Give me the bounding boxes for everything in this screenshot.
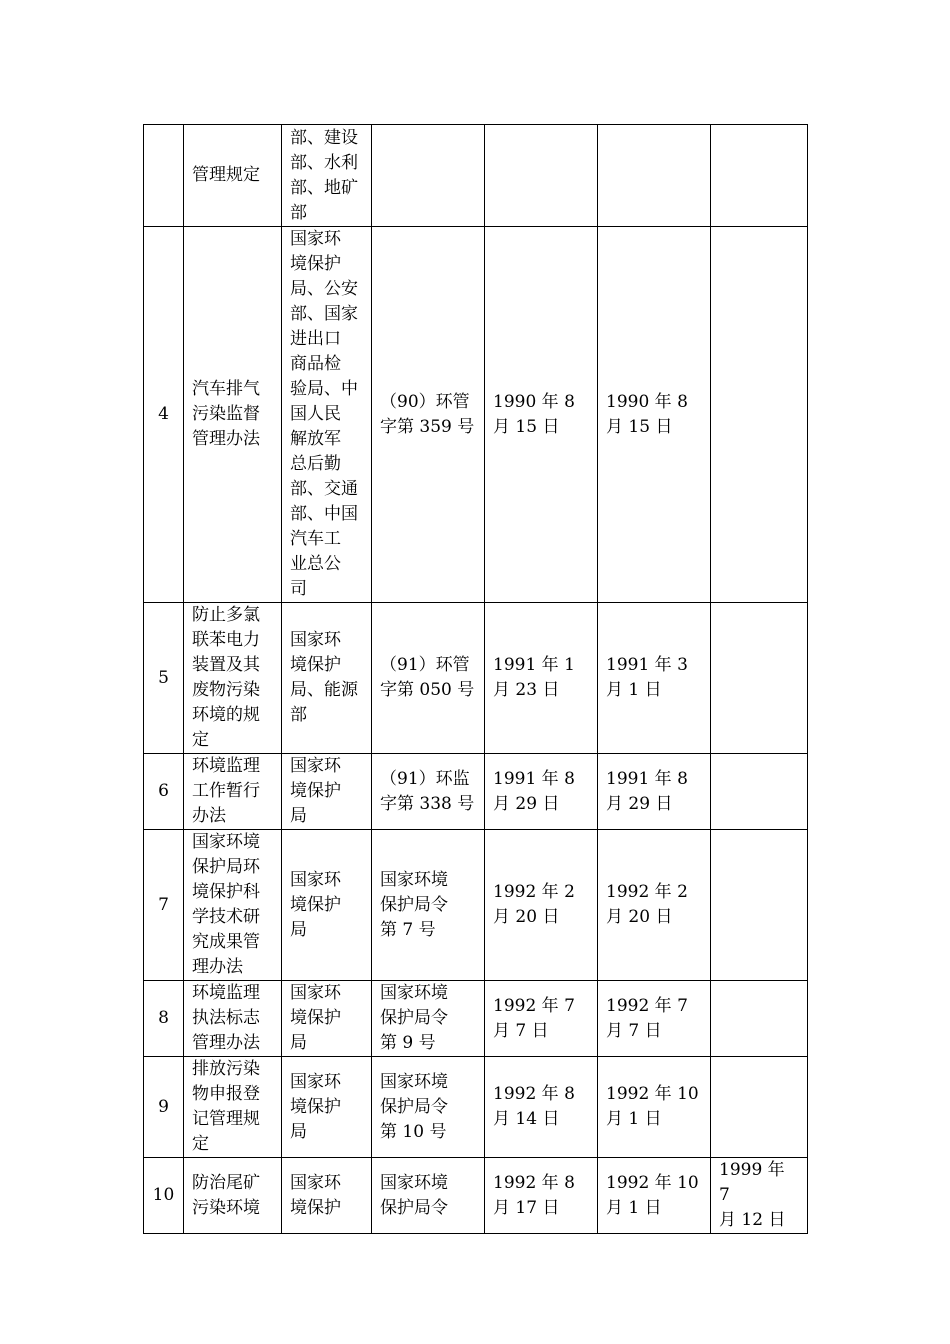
row-number: 6 [144,754,184,830]
issue-date: 1991 年 1 月 23 日 [485,603,598,754]
effective-date: 1992 年 7 月 7 日 [598,981,711,1057]
effective-date: 1992 年 10 月 1 日 [598,1057,711,1158]
document-number: （91）环管 字第 050 号 [372,603,485,754]
issuing-authority: 国家环 境保护 局 [282,830,372,981]
issue-date: 1992 年 2 月 20 日 [485,830,598,981]
issuing-authority: 国家环 境保护 局 [282,1057,372,1158]
document-number: （91）环监 字第 338 号 [372,754,485,830]
issue-date: 1992 年 8 月 17 日 [485,1158,598,1234]
regulation-name: 环境监理 工作暂行 办法 [184,754,282,830]
regulation-name: 环境监理 执法标志 管理办法 [184,981,282,1057]
revision-date [711,981,808,1057]
revision-date [711,830,808,981]
row-number [144,125,184,227]
row-number: 8 [144,981,184,1057]
regulation-name: 防止多氯 联苯电力 装置及其 废物污染 环境的规 定 [184,603,282,754]
document-number [372,125,485,227]
revision-date: 1999 年 7 月 12 日 [711,1158,808,1234]
revision-date [711,603,808,754]
regulation-name: 排放污染 物申报登 记管理规 定 [184,1057,282,1158]
issuing-authority: 国家环 境保护 局 [282,981,372,1057]
document-number: 国家环境 保护局令 第 10 号 [372,1057,485,1158]
document-number: 国家环境 保护局令 第 9 号 [372,981,485,1057]
issuing-authority: 国家环 境保护 [282,1158,372,1234]
table-row [144,603,808,754]
effective-date [598,125,711,227]
table-row [144,227,808,603]
revision-date [711,125,808,227]
row-number: 4 [144,227,184,603]
issuing-authority: 国家环 境保护 局、公安 部、国家 进出口 商品检 验局、中 国人民 解放军 总后勤 部、交通 部、中国 汽车工 业总公 司 [282,227,372,603]
effective-date: 1992 年 10 月 1 日 [598,1158,711,1234]
regulation-name: 管理规定 [184,125,282,227]
issuing-authority: 部、建设 部、水利 部、地矿 部 [282,125,372,227]
regulation-name: 防治尾矿 污染环境 [184,1158,282,1234]
regulation-name: 国家环境 保护局环 境保护科 学技术研 究成果管 理办法 [184,830,282,981]
table-row [144,981,808,1057]
issue-date [485,125,598,227]
issuing-authority: 国家环 境保护 局 [282,754,372,830]
revision-date [711,1057,808,1158]
table-row [144,830,808,981]
document-number: 国家环境 保护局令 第 7 号 [372,830,485,981]
row-number: 9 [144,1057,184,1158]
table-row [144,1057,808,1158]
issue-date: 1992 年 8 月 14 日 [485,1057,598,1158]
effective-date: 1991 年 3 月 1 日 [598,603,711,754]
row-number: 5 [144,603,184,754]
issuing-authority: 国家环 境保护 局、能源 部 [282,603,372,754]
issue-date: 1990 年 8 月 15 日 [485,227,598,603]
issue-date: 1991 年 8 月 29 日 [485,754,598,830]
row-number: 7 [144,830,184,981]
effective-date: 1992 年 2 月 20 日 [598,830,711,981]
effective-date: 1990 年 8 月 15 日 [598,227,711,603]
regulation-name: 汽车排气 污染监督 管理办法 [184,227,282,603]
revision-date [711,227,808,603]
effective-date: 1991 年 8 月 29 日 [598,754,711,830]
table-row [144,125,808,227]
revision-date [711,754,808,830]
table-row [144,754,808,830]
table-row [144,1158,808,1234]
row-number: 10 [144,1158,184,1234]
regulations-table [143,124,808,1234]
issue-date: 1992 年 7 月 7 日 [485,981,598,1057]
document-number: （90）环管 字第 359 号 [372,227,485,603]
document-number: 国家环境 保护局令 [372,1158,485,1234]
